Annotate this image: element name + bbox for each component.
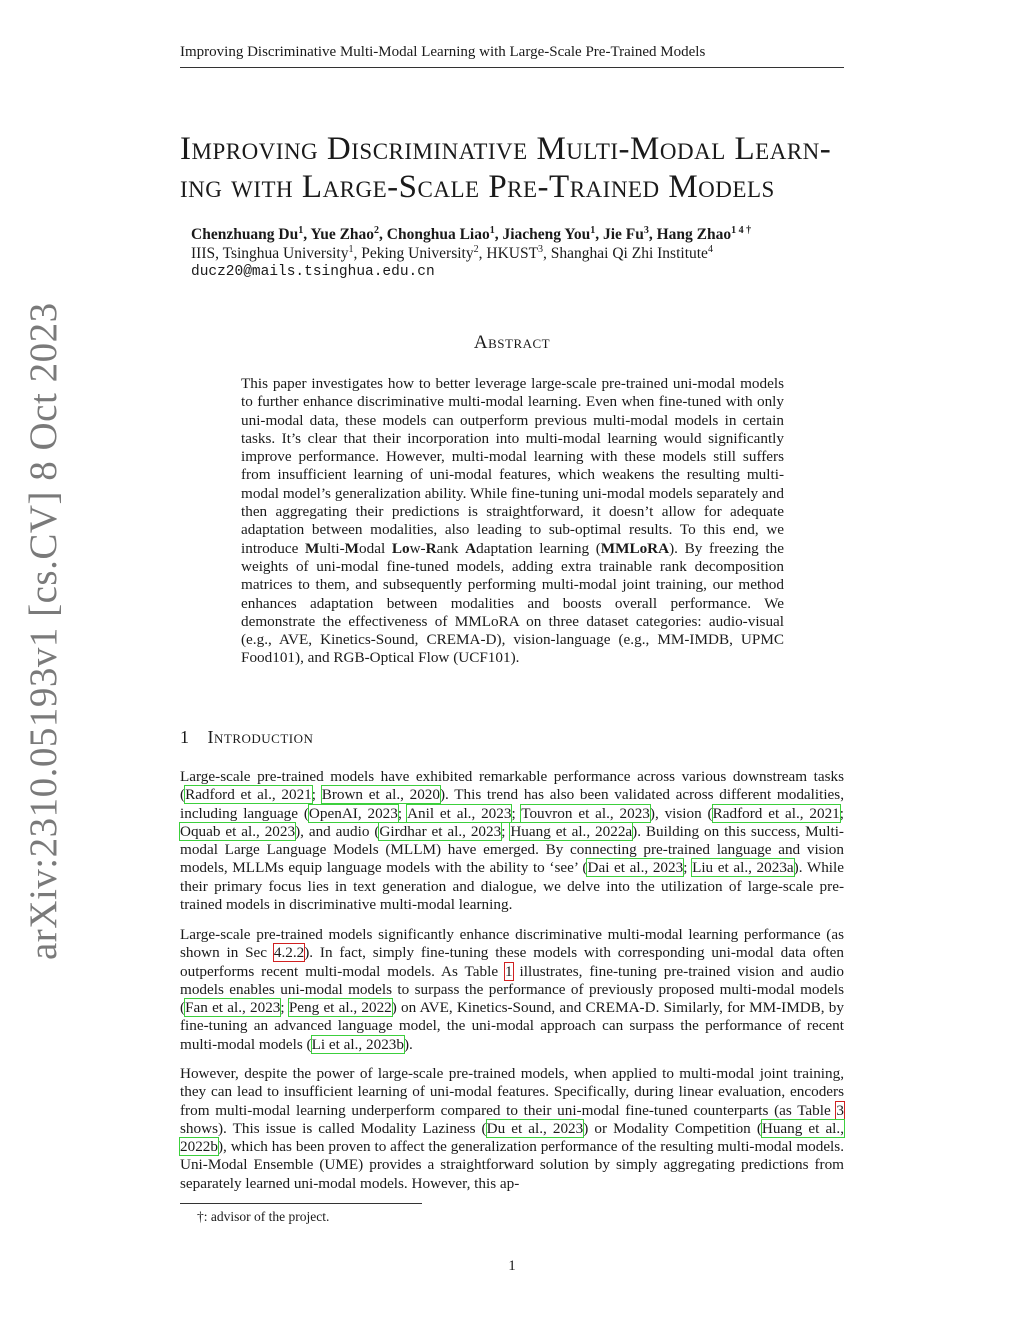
author-names: Chenzhuang Du$^1$, Yue Zhao$^2$, Chonghua Liao$^1$, Jiacheng You$^1$, Jie Fu$^3$, Hang Zhao$^{1 4 \dagger}$ xyxy=(191,224,752,243)
citation-link[interactable]: Brown et al., 2020 xyxy=(321,786,440,804)
intro-paragraph-1: Large-scale pre-trained models have exhibited remarkable performance across various downstream tasks (Radford et al., 2021; Brown et al., 2020). This trend has also been validated across different modalities, including language (OpenAI, 2023; Anil et al., 2023; Touvron et al., 2023), vision (Radford et al., 2021; Oquab et al., 2023), and audio (Girdhar et al., 2023; Huang et al., 2022a). Building on this success, Multi-modal Large Language Models (MLLM) have emerged. By connecting pre-trained language and vision models, MLLMs equip language models with the ability to ‘see’ (Dai et al., 2023; Liu et al., 2023a). While their primary focus lies in text generation and dialogue, we delve into the utilization of large-scale pre-trained models in discriminative multi-modal learning. xyxy=(180,768,844,914)
affiliation: HKUST xyxy=(486,245,539,262)
affiliation: Peking University xyxy=(361,245,474,262)
citation-link[interactable]: Oquab et al., 2023 xyxy=(180,822,296,840)
citation-link[interactable]: Liu et al., 2023a xyxy=(692,859,794,877)
footnote: †: advisor of the project. xyxy=(197,1209,330,1224)
author-name: Chenzhuang Du xyxy=(191,226,299,243)
running-head: Improving Discriminative Multi-Modal Learning with Large-Scale Pre-Trained Models xyxy=(180,44,844,68)
author-name: Chonghua Liao xyxy=(386,226,490,243)
paper-title: Improving Discriminative Multi-Modal Learn- ing with Large-Scale Pre-Trained Models xyxy=(180,131,832,205)
citation-link[interactable]: Radford et al., 2021 xyxy=(712,804,840,822)
author-name: Jie Fu xyxy=(602,226,644,243)
citation-link[interactable]: Radford et al., 2021 xyxy=(185,786,312,804)
affiliation-marker: 2 xyxy=(374,224,380,236)
arxiv-identifier-stamp[interactable]: arXiv:2310.05193v1 [cs.CV] 8 Oct 2023 xyxy=(22,302,65,960)
affiliation-marker: 3 xyxy=(643,224,649,236)
cross-reference-link[interactable]: 4.2.2 xyxy=(273,944,305,962)
author-name: Yue Zhao xyxy=(310,226,375,243)
affiliation-marker: 2 xyxy=(473,243,479,255)
citation-link[interactable]: Girdhar et al., 2023 xyxy=(379,822,502,840)
section-title: Introduction xyxy=(207,727,314,747)
citation-link[interactable]: Anil et al., 2023 xyxy=(407,804,512,822)
affiliation: IIIS, Tsinghua University xyxy=(191,245,349,262)
author-block xyxy=(191,225,851,282)
section-heading-introduction xyxy=(180,727,844,748)
citation-link[interactable]: Du et al., 2023 xyxy=(486,1119,584,1137)
cross-reference-link[interactable]: 3 xyxy=(836,1101,844,1119)
abstract-heading: Abstract xyxy=(473,332,551,353)
citation-link[interactable]: Huang et al., 2022b xyxy=(180,1119,844,1156)
citation-link[interactable]: Dai et al., 2023 xyxy=(587,859,684,877)
affiliation-marker: 1 xyxy=(590,224,596,236)
affiliation-marker: 1 xyxy=(298,224,304,236)
intro-paragraph-3: However, despite the power of large-scale pre-trained models, when applied to multi-modal joint training, they can lead to insufficient learning of uni-modal features. Specifically, during linear evaluation, encoders from multi-modal learning underperform compared to their uni-modal fine-tuned counterparts (as Table 3 shows). This issue is called Modality Laziness (Du et al., 2023) or Modality Competition (Huang et al., 2022b), which has been proven to affect the generalization performance of the resulting multi-modal models. Uni-Modal Ensemble (UME) provides a straightforward solution by simply aggregating predictions from separately learned uni-modal models. However, this ap- xyxy=(180,1065,844,1192)
page-number: 1 xyxy=(508,1258,516,1274)
footnote-divider xyxy=(180,1203,422,1204)
citation-link[interactable]: Huang et al., 2022a xyxy=(510,822,633,840)
affiliation-marker: 1 xyxy=(489,224,495,236)
citation-link[interactable]: OpenAI, 2023 xyxy=(308,804,398,822)
intro-paragraph-2: Large-scale pre-trained models significantly enhance discriminative multi-modal learning performance (as shown in Sec 4.2.2). In fact, simply fine-tuning these models with corresponding uni-modal data often outperforms recent multi-modal models. As Table 1 illustrates, fine-tuning pre-trained vision and audio models enables uni-modal models to surpass the performance of previously proposed multi-modal models (Fan et al., 2023; Peng et al., 2022) on AVE, Kinetics-Sound, and CREMA-D. Similarly, for MM-IMDB, by fine-tuning an advanced language model, the uni-modal approach can surpass the performance of recent multi-modal models (Li et al., 2023b). xyxy=(180,926,845,1053)
author-name: Jiacheng You xyxy=(502,226,591,243)
affiliation: Shanghai Qi Zhi Institute xyxy=(550,245,708,262)
citation-link[interactable]: Fan et al., 2023 xyxy=(185,999,281,1017)
affiliations: IIIS, Tsinghua University$^1$, Peking University$^2$, HKUST$^3$, Shanghai Qi Zhi Institute$^4$ xyxy=(191,243,713,262)
citation-link[interactable]: Li et al., 2023b xyxy=(311,1035,404,1053)
affiliation-marker: 1 xyxy=(348,243,354,255)
affiliation-marker: 1 4 † xyxy=(731,224,752,236)
abstract-text: This paper investigates how to better leverage large-scale pre-trained uni-modal models to further enhance discriminative multi-modal learning. Even when fine-tuned with only uni-modal data, these models can outperform previous multi-modal models in certain tasks. It’s clear that their incorporation into multi-modal learning would significantly improve performance. However, multi-modal learning with these models still suffers from insufficient learning of uni-modal features, which weakens the resulting multi-modal model’s generalization ability. While fine-tuning uni-modal models separately and then aggregating their predictions is straightforward, it doesn’t allow for adequate adaptation between modalities, also leading to sub-optimal results. To this end, we introduce Multi-Modal Low-Rank Adaptation learning (MMLoRA). By freezing the weights of uni-modal fine-tuned models, adding extra trainable rank decomposition matrices to them, and subsequently performing multi-modal joint training, our method enhances adaptation between modalities and boosts overall performance. We demonstrate the effectiveness of MMLoRA on three dataset categories: audio-visual (e.g., AVE, Kinetics-Sound, CREMA-D), vision-language (e.g., MM-IMDB, UPMC Food101), and RGB-Optical Flow (UCF101). xyxy=(241,375,784,667)
affiliation-marker: 4 xyxy=(707,243,713,255)
affiliation-marker: 3 xyxy=(538,243,544,255)
citation-link[interactable]: Peng et al., 2022 xyxy=(288,999,392,1017)
citation-link[interactable]: Touvron et al., 2023 xyxy=(521,804,650,822)
section-number: 1 xyxy=(180,727,190,747)
author-email[interactable]: ducz20@mails.tsinghua.edu.cn xyxy=(191,264,435,280)
cross-reference-link[interactable]: 1 xyxy=(505,962,513,980)
author-name: Hang Zhao xyxy=(656,226,732,243)
